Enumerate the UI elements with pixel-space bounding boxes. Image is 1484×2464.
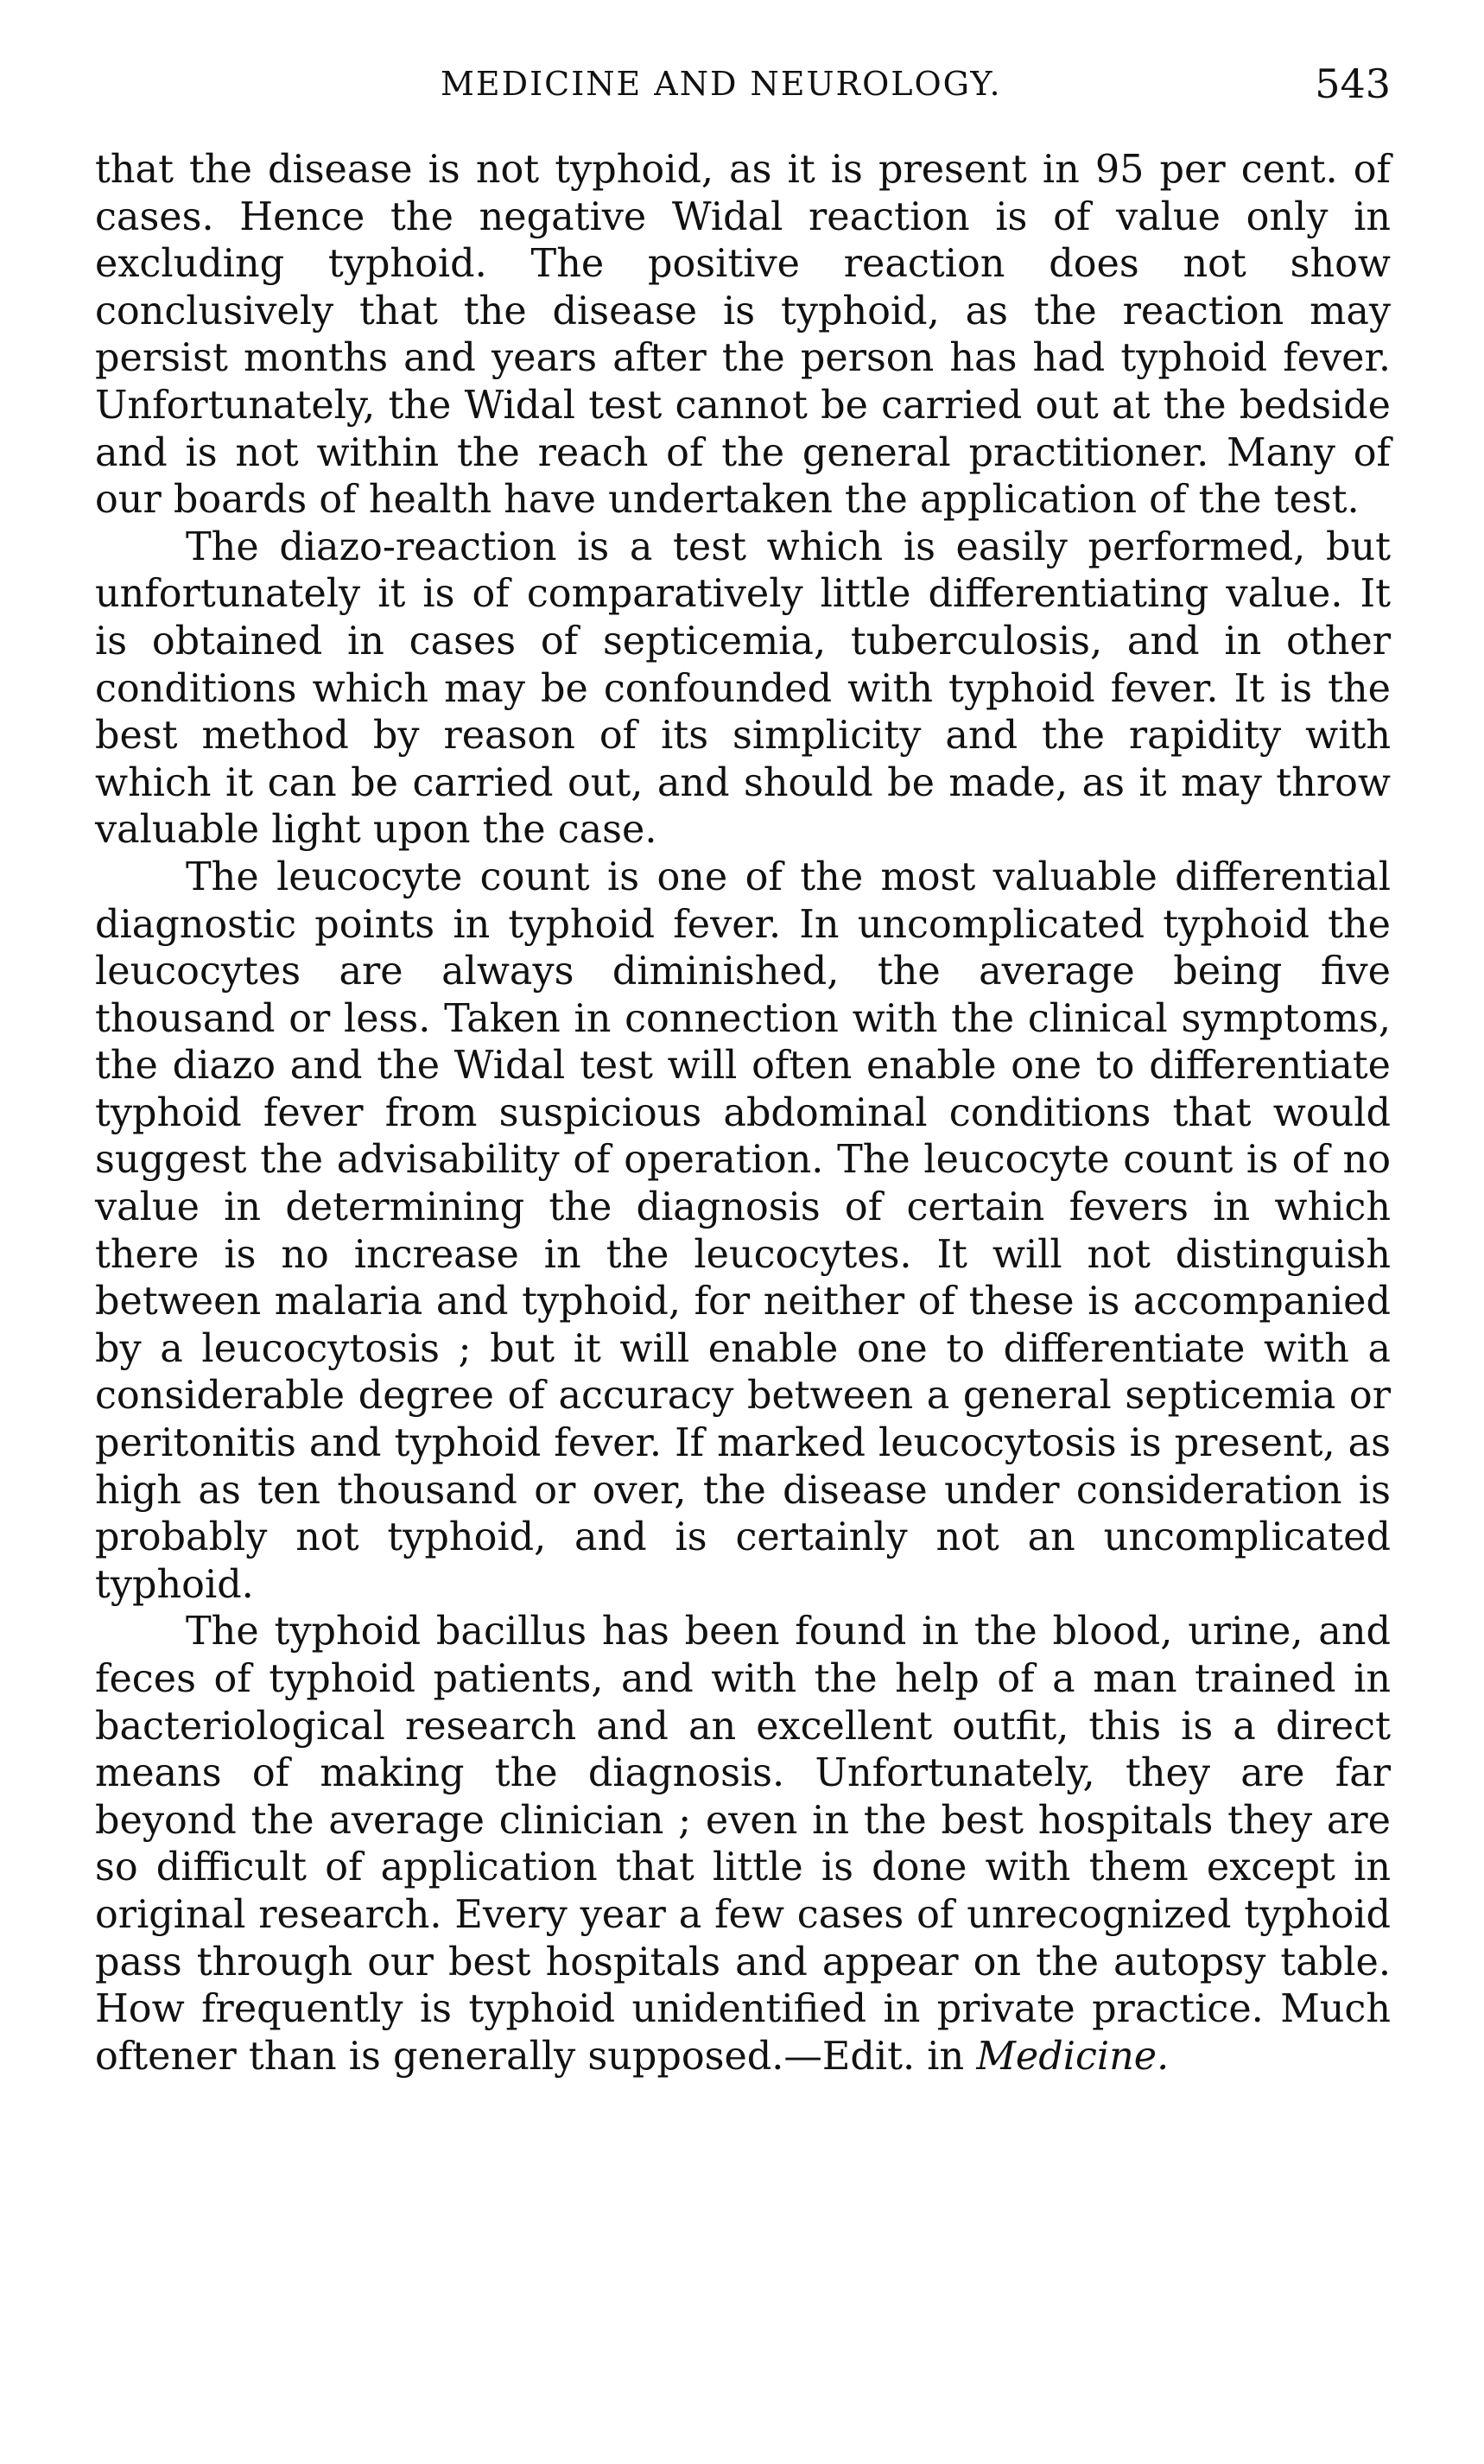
page-number: 543 [1315,60,1391,107]
paragraph-leucocyte-count: The leucocyte count is one of the most valuable differential diagnostic points in typhoid fever. In uncomplicated typhoid the leucocytes are always diminished, the average being five thousand or less. Taken in connection with the clinical symptoms, the diazo and the Widal test will often enable one to differentiate typhoid fever from suspicious abdominal conditions that would suggest the advisability of operation. The leucocyte count is of no value in determining the diagnosis of certain fevers in which there is no increase in the leucocytes. It will not distinguish between malaria and typhoid, for neither of these is accompanied by a leucocytosis ; but it will enable one to differentiate with a considerable degree of accuracy between a general septicemia or peritonitis and typhoid fever. If marked leucocytosis is present, as high as ten thousand or over, the disease under consideration is probably not typhoid, and is certainly not an uncomplicated typhoid. [95,854,1391,1607]
running-title: MEDICINE AND NEUROLOGY. [441,65,1002,103]
paragraph-widal-continuation: that the disease is not typhoid, as it is present in 95 per cent. of cases. Hence the negative Widal reaction is of value only in excluding typhoid. The positive reaction does not show conclusively that the disease is typhoid, as the reaction may persist months and years after the person has had typhoid fever. Unfortunately, the Widal test cannot be carried out at the bedside and is not within the reach of the general practitioner. Many of our boards of health have undertaken the application of the test. [95,148,1391,523]
article-body [95,147,1391,2080]
source-citation: Medicine. [976,2034,1170,2079]
running-head [95,54,1391,114]
paragraph-typhoid-bacillus-text: The typhoid bacillus has been found in the blood, urine, and feces of typhoid patients, and with the help of a man trained in bacteriological research and an excellent outfit, this is a direct means of making the diagnosis. Unfortunately, they are far beyond the average clinician ; even in the best hospitals they are so difficult of application that little is done with them except in original research. Every year a few cases of unrecognized typhoid pass through our best hospitals and appear on the autopsy table. How frequently is typhoid unidentified in private practice. Much oftener than is generally supposed.—Edit. in [95,1610,1391,2079]
paragraph-diazo-reaction: The diazo-reaction is a test which is easily performed, but unfortunately it is of comparatively little differentiating value. It is obtained in cases of septicemia, tuberculosis, and in other conditions which may be confounded with typhoid fever. It is the best method by reason of its simplicity and the rapidity with which it can be carried out, and should be made, as it may throw valuable light upon the case. [95,524,1391,853]
paragraph-typhoid-bacillus [95,1609,1391,2080]
